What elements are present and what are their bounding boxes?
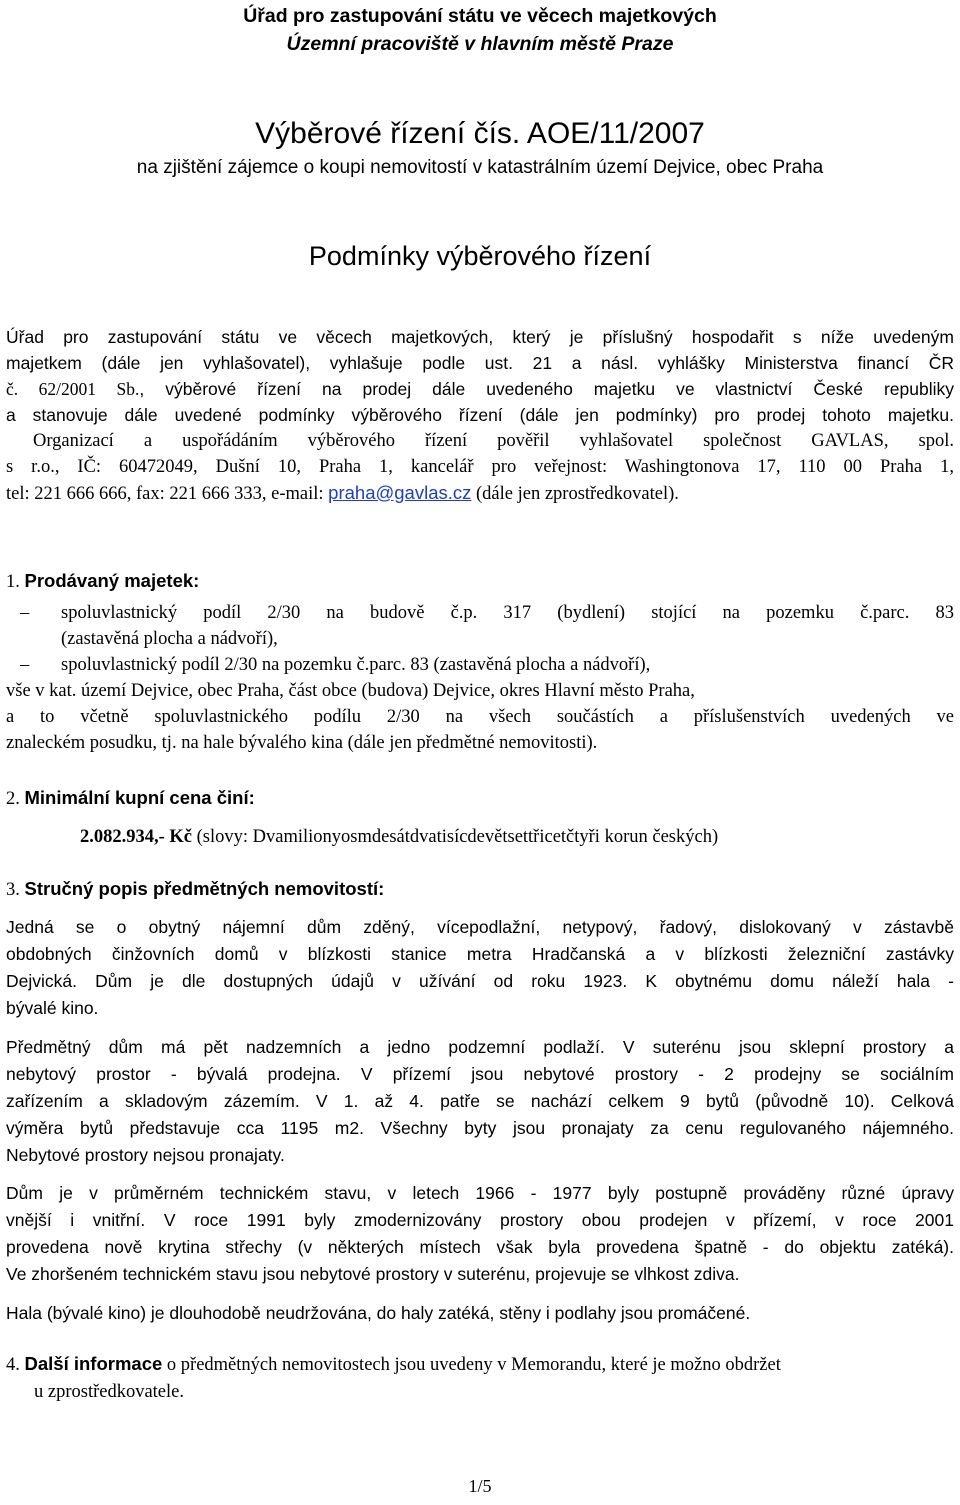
tender-title: Výběrové řízení čís. AOE/11/2007	[255, 117, 705, 150]
paragraph-line: zařízením a skladovým zázemím. V 1. až 4. patře se nachází celkem 9 bytů (původně 10). Celková	[6, 1091, 954, 1111]
list-item-line: (zastavěná plocha a nádvoří),	[61, 629, 278, 649]
section-1-heading	[6, 568, 954, 595]
price-words: (slovy: Dvamilionyosmdesátdvatisícdevětsettřicetčtyři korun českých)	[192, 827, 719, 847]
paragraph-line: Nebytové prostory nejsou pronajaty.	[6, 1145, 285, 1165]
office-title: Úřad pro zastupování státu ve věcech majetkových	[243, 5, 717, 27]
organizer-paragraph	[6, 428, 954, 507]
section-title: Prodávaný majetek:	[24, 570, 200, 591]
intro-paragraph	[6, 324, 954, 428]
intro-line	[6, 376, 954, 402]
paragraph-line: obdobných činžovních domů v blízkosti stanice metra Hradčanská a v blízkosti železniční zastávky	[6, 944, 954, 964]
section-number: 3.	[6, 880, 20, 900]
page-number: 1/5	[468, 1476, 492, 1496]
intro-text: , výběrové řízení na prodej dále uvedeného majetku ve vlastnictví České republiky	[139, 379, 954, 399]
paragraph-line: Předmětný dům má pět nadzemních a jedno podzemní podlaží. V suterénu jsou sklepní prostory a	[6, 1037, 954, 1057]
description-paragraph-2	[6, 1034, 954, 1169]
section-number: 1.	[6, 572, 20, 592]
intro-line: a stanovuje dále uvedené podmínky výběrového řízení (dále jen podmínky) pro prodej tohoto majetku.	[6, 405, 954, 425]
conditions-title: Podmínky výběrového řízení	[308, 241, 652, 271]
section-number: 2.	[6, 789, 20, 809]
contact-text-end: (dále jen zprostředkovatel).	[471, 484, 679, 504]
paragraph-line: bývalé kino.	[6, 998, 99, 1018]
description-paragraph-1	[6, 914, 954, 1022]
section-title: Stručný popis předmětných nemovitostí:	[24, 878, 385, 899]
paragraph-line: Jedná se o obytný nájemní dům zděný, vícepodlažní, netypový, řadový, dislokovaný v zástavbě	[6, 917, 954, 937]
paragraph-line: výměra bytů představuje cca 1195 m2. Všechny byty jsou pronajaty za cenu regulovaného nájemného.	[6, 1118, 954, 1138]
dash-bullet: –	[20, 655, 30, 675]
tender-purpose: na zjištění zájemce o koupi nemovitostí v katastrálním území Dejvice, obec Praha	[136, 157, 824, 178]
description-paragraph-3	[6, 1180, 954, 1288]
dash-bullet: –	[20, 603, 30, 623]
email-link[interactable]: praha@gavlas.cz	[328, 482, 472, 503]
organizer-line: s r.o., IČ: 60472049, Dušní 10, Praha 1, kancelář pro veřejnost: Washingtonova 17, 110 00 Praha 1,	[6, 457, 954, 477]
intro-decree: č. 62/2001 Sb.	[6, 379, 140, 399]
section-title: Minimální kupní cena činí:	[24, 787, 255, 808]
description-paragraph-4	[6, 1300, 954, 1327]
organizer-line	[6, 480, 954, 507]
list-item-line: spoluvlastnický podíl 2/30 na pozemku č.parc. 83 (zastavěná plocha a nádvoří),	[61, 655, 651, 675]
paragraph-line: Hala (bývalé kino) je dlouhodobě neudržována, do haly zatéká, stěny i podlahy jsou promáčené.	[6, 1303, 751, 1323]
intro-line: majetkem (dále jen vyhlašovatel), vyhlašuje podle ust. 21 a násl. vyhlášky Ministerstva financí ČR	[6, 353, 954, 373]
paragraph-line: Dejvická. Dům je dle dostupných údajů v užívání od roku 1923. K obytnému domu náleží hala -	[6, 971, 954, 991]
office-subtitle: Územní pracoviště v hlavním městě Praze	[286, 33, 674, 55]
paragraph-line: provedena nově krytina střechy (v některých místech však byla provedena špatně - do objektu zatéká).	[6, 1237, 954, 1257]
section-4-line	[6, 1350, 954, 1379]
list-item	[6, 600, 954, 652]
section-number: 4.	[6, 1355, 20, 1375]
list-item-line: spoluvlastnický podíl 2/30 na budově č.p. 317 (bydlení) stojící na pozemku č.parc. 83	[61, 603, 954, 623]
contact-text: tel: 221 666 666, fax: 221 666 333, e-mail:	[6, 484, 329, 504]
property-list	[6, 600, 954, 756]
organizer-line: Organizací a uspořádáním výběrového řízení pověřil vyhlašovatel společnost GAVLAS, spol.	[33, 431, 954, 451]
minimum-price	[6, 824, 954, 850]
section-4	[6, 1350, 954, 1406]
property-text: znaleckém posudku, tj. na hale bývalého kina (dále jen předmětné nemovitosti).	[6, 733, 598, 753]
paragraph-line: Dům je v průměrném technickém stavu, v letech 1966 - 1977 byly postupně prováděny různé úpravy	[6, 1183, 954, 1203]
section-text: o předmětných nemovitostech jsou uvedeny v Memorandu, které je možno obdržet	[162, 1355, 781, 1375]
section-2-heading	[6, 785, 954, 812]
intro-line: Úřad pro zastupování státu ve věcech majetkových, který je příslušný hospodařit s níže uvedeným	[6, 327, 954, 347]
list-item	[6, 652, 954, 678]
section-3-heading	[6, 876, 954, 903]
paragraph-line: Ve zhoršeném technickém stavu jsou nebytové prostory v suterénu, projevuje se vlhkost zdiva.	[6, 1264, 740, 1284]
property-text: a to včetně spoluvlastnického podílu 2/30 na všech součástích a příslušenstvích uvedených ve	[6, 707, 954, 727]
section-text: u zprostředkovatele.	[34, 1382, 184, 1402]
paragraph-line: vnější i vnitřní. V roce 1991 byly zmodernizovány prostory obou prodejen v přízemí, v roce 2001	[6, 1210, 954, 1230]
section-title: Další informace	[24, 1353, 163, 1374]
property-text: vše v kat. území Dejvice, obec Praha, část obce (budova) Dejvice, okres Hlavní město Praha,	[6, 681, 695, 701]
paragraph-line: nebytový prostor - bývalá prodejna. V přízemí jsou nebytové prostory - 2 prodejny se sociálním	[6, 1064, 954, 1084]
price-value: 2.082.934,- Kč	[80, 827, 193, 847]
